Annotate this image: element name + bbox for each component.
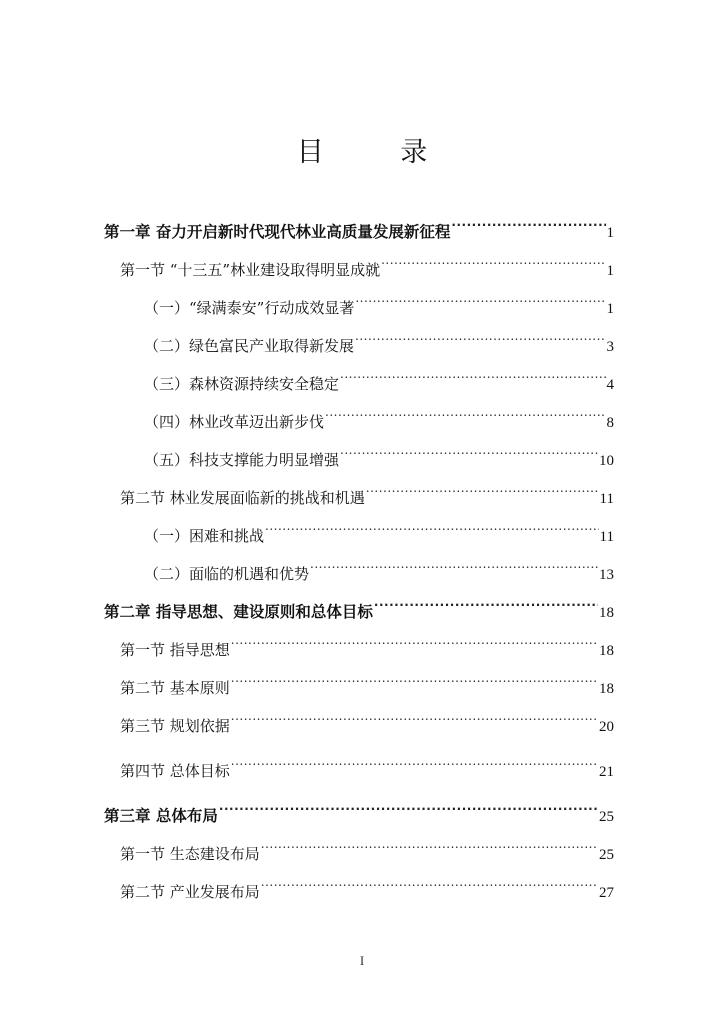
toc-chapter-entry[interactable] xyxy=(104,797,614,825)
dot-leader xyxy=(231,707,598,731)
dot-leader xyxy=(231,669,598,693)
toc-entry-page-number: 27 xyxy=(599,885,614,901)
toc-entry-label: 第三章 总体布局 xyxy=(104,807,218,825)
dot-leader xyxy=(381,251,605,275)
dot-leader xyxy=(310,555,598,579)
toc-chapter-entry[interactable] xyxy=(104,213,614,241)
toc-entry-label: 第二节 林业发展面临新的挑战和机遇 xyxy=(120,489,365,507)
toc-section-entry[interactable] xyxy=(120,251,614,279)
toc-entry-label: 第二章 指导思想、建设原则和总体目标 xyxy=(104,603,373,621)
toc-subsection-entry[interactable] xyxy=(144,555,614,583)
toc-entry-page-number: 1 xyxy=(606,301,614,317)
toc-title: 目 录 xyxy=(296,137,462,168)
toc-subsection-entry[interactable] xyxy=(144,365,614,393)
dot-leader xyxy=(231,631,598,655)
toc-entry-page-number: 18 xyxy=(599,681,614,697)
toc-entry-page-number: 25 xyxy=(599,809,614,825)
toc-entry-page-number: 11 xyxy=(599,529,614,545)
page-number-footer: I xyxy=(359,953,365,968)
toc-entry-label: （一）困难和挑战 xyxy=(144,527,265,545)
toc-subsection-entry[interactable] xyxy=(144,517,614,545)
toc-entry-label: （二）绿色富民产业取得新发展 xyxy=(144,337,355,355)
toc-section-entry[interactable] xyxy=(120,752,614,780)
dot-leader xyxy=(340,441,598,465)
toc-subsection-entry[interactable] xyxy=(144,327,614,355)
dot-leader xyxy=(355,327,605,351)
dot-leader xyxy=(325,403,605,427)
toc-entry-page-number: 18 xyxy=(599,605,614,621)
dot-leader xyxy=(355,289,605,313)
toc-subsection-entry[interactable] xyxy=(144,441,614,469)
toc-entry-label: 第二节 产业发展布局 xyxy=(120,883,260,901)
toc-entry-label: 第一章 奋力开启新时代现代林业高质量发展新征程 xyxy=(104,223,451,241)
toc-section-entry[interactable] xyxy=(120,669,614,697)
toc-entry-label: （五）科技支撑能力明显增强 xyxy=(144,451,340,469)
toc-entry-page-number: 8 xyxy=(606,415,614,431)
toc-entry-label: 第四节 总体目标 xyxy=(120,762,230,780)
toc-entry-label: （二）面临的机遇和优势 xyxy=(144,565,310,583)
toc-section-entry[interactable] xyxy=(120,707,614,735)
toc-entry-page-number: 20 xyxy=(599,719,614,735)
dot-leader xyxy=(261,835,598,859)
toc-section-entry[interactable] xyxy=(120,835,614,863)
toc-section-entry[interactable] xyxy=(120,873,614,901)
toc-entry-page-number: 11 xyxy=(599,491,614,507)
toc-entry-page-number: 10 xyxy=(599,453,614,469)
toc-entry-page-number: 3 xyxy=(606,339,614,355)
toc-entry-label: （一）“绿满泰安”行动成效显著 xyxy=(144,299,355,317)
toc-entry-label: （四）林业改革迈出新步伐 xyxy=(144,413,325,431)
toc-entry-page-number: 1 xyxy=(606,263,614,279)
toc-entry-label: 第一节 指导思想 xyxy=(120,641,230,659)
dot-leader xyxy=(265,517,599,541)
toc-subsection-entry[interactable] xyxy=(144,289,614,317)
toc-section-entry[interactable] xyxy=(120,631,614,659)
toc-entry-page-number: 25 xyxy=(599,847,614,863)
toc-entry-page-number: 13 xyxy=(599,567,614,583)
dot-leader xyxy=(374,593,598,617)
toc-entry-page-number: 4 xyxy=(606,377,614,393)
dot-leader xyxy=(231,752,598,776)
toc-entry-page-number: 18 xyxy=(599,643,614,659)
dot-leader xyxy=(451,213,605,237)
toc-section-entry[interactable] xyxy=(120,479,614,507)
toc-entry-page-number: 1 xyxy=(606,225,614,241)
toc-entry-label: 第三节 规划依据 xyxy=(120,717,230,735)
dot-leader xyxy=(340,365,605,389)
toc-subsection-entry[interactable] xyxy=(144,403,614,431)
toc-entry-label: 第一节 生态建设布局 xyxy=(120,845,260,863)
dot-leader xyxy=(219,797,598,821)
toc-chapter-entry[interactable] xyxy=(104,593,614,621)
toc-entry-label: （三）森林资源持续安全稳定 xyxy=(144,375,340,393)
dot-leader xyxy=(261,873,598,897)
dot-leader xyxy=(366,479,599,503)
toc-entry-page-number: 21 xyxy=(599,764,614,780)
toc-entry-label: 第一节 “十三五”林业建设取得明显成就 xyxy=(120,261,381,279)
toc-entry-label: 第二节 基本原则 xyxy=(120,679,230,697)
